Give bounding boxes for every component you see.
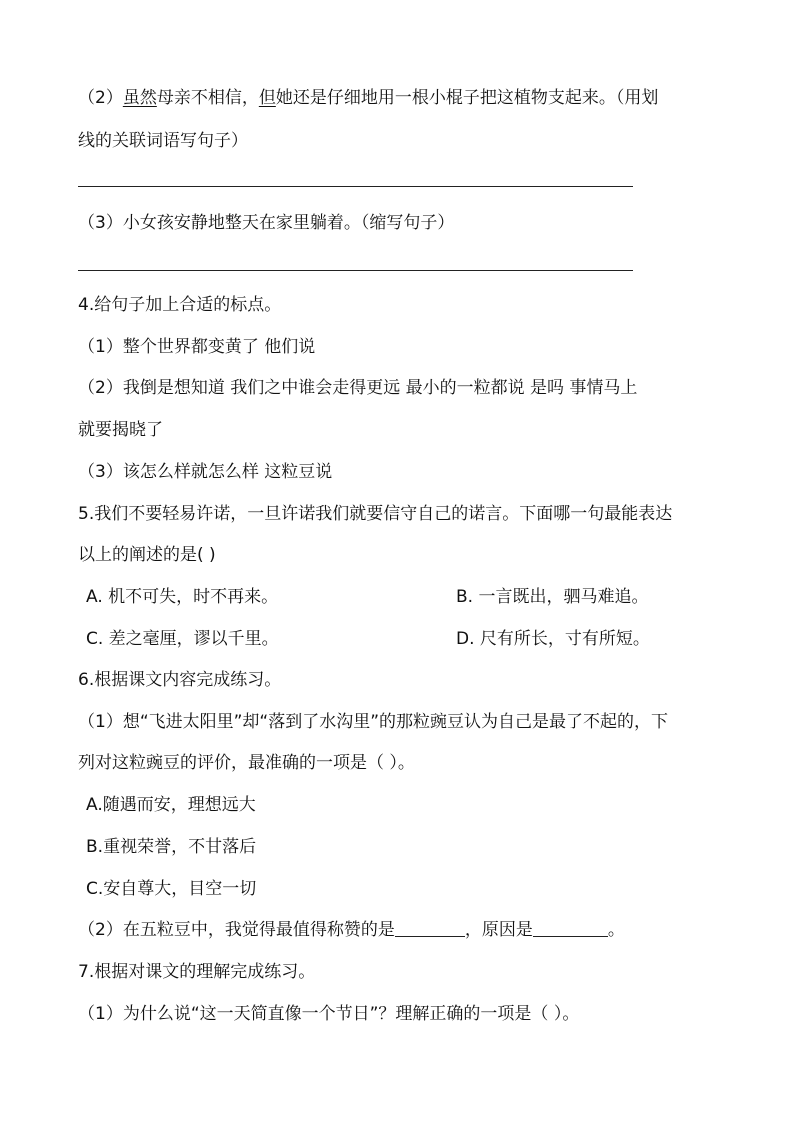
q3-item2-rest: 她还是仔细地用一根小棍子把这植物支起来。（用划 <box>275 88 659 108</box>
q7-title: 7.根据对课文的理解完成练习。 <box>78 962 316 982</box>
q3-item3: （3）小女孩安静地整天在家里躺着。（缩写句子） <box>78 213 455 233</box>
q6-title: 6.根据课文内容完成练习。 <box>78 670 282 690</box>
q6-option-a[interactable]: A.随遇而安，理想远大 <box>86 795 256 815</box>
q3-item2-mid: 母亲不相信， <box>156 88 259 108</box>
q6-option-b[interactable]: B.重视荣誉，不甘落后 <box>86 837 257 857</box>
answer-blank-line[interactable] <box>78 270 633 271</box>
q3-item2-word2: 但 <box>258 88 276 108</box>
answer-blank-2[interactable] <box>533 920 608 937</box>
q4-item2-line2: 就要揭晓了 <box>78 420 163 440</box>
answer-blank-line[interactable] <box>78 186 633 187</box>
q3-item2-line2: 线的关联词语写句子） <box>78 131 248 151</box>
q6-item2 <box>78 918 625 942</box>
q4-item3: （3）该怎么样就怎么样 这粒豆说 <box>78 462 333 482</box>
q5-line2: 以上的阐述的是( ) <box>78 545 216 565</box>
q6-item2-part1: （2）在五粒豆中，我觉得最值得称赞的是 <box>78 920 395 940</box>
q6-item2-part2: ，原因是 <box>464 920 533 940</box>
q6-item2-end: 。 <box>607 920 625 940</box>
q5-option-c[interactable]: C. 差之毫厘，谬以千里。 <box>86 629 279 649</box>
q6-item1-line1: （1）想“飞进太阳里”却“落到了水沟里”的那粒豌豆认为自己是最了不起的，下 <box>78 712 669 732</box>
answer-blank-1[interactable] <box>395 920 465 937</box>
q7-item1: （1）为什么说“这一天简直像一个节日”？理解正确的一项是（ ）。 <box>78 1004 580 1024</box>
q6-item1-line2: 列对这粒豌豆的评价，最准确的一项是（ ）。 <box>78 753 415 773</box>
q4-item1: （1）整个世界都变黄了 他们说 <box>78 337 316 357</box>
q3-item2-line1 <box>78 86 658 110</box>
q5-option-b[interactable]: B. 一言既出，驷马难追。 <box>456 587 649 607</box>
q5-option-a[interactable]: A. 机不可失，时不再来。 <box>86 587 279 607</box>
q3-item2-prefix: （2） <box>78 88 123 108</box>
q3-item2-word1: 虽然 <box>122 88 157 108</box>
q6-option-c[interactable]: C.安自尊大，目空一切 <box>86 879 257 899</box>
q4-item2-line1: （2）我倒是想知道 我们之中谁会走得更远 最小的一粒都说 是吗 事情马上 <box>78 378 638 398</box>
q4-title: 4.给句子加上合适的标点。 <box>78 295 282 315</box>
q5-line1: 5.我们不要轻易许诺，一旦许诺我们就要信守自己的诺言。下面哪一句最能表达 <box>78 504 673 524</box>
q5-option-d[interactable]: D. 尺有所长，寸有所短。 <box>456 629 650 649</box>
